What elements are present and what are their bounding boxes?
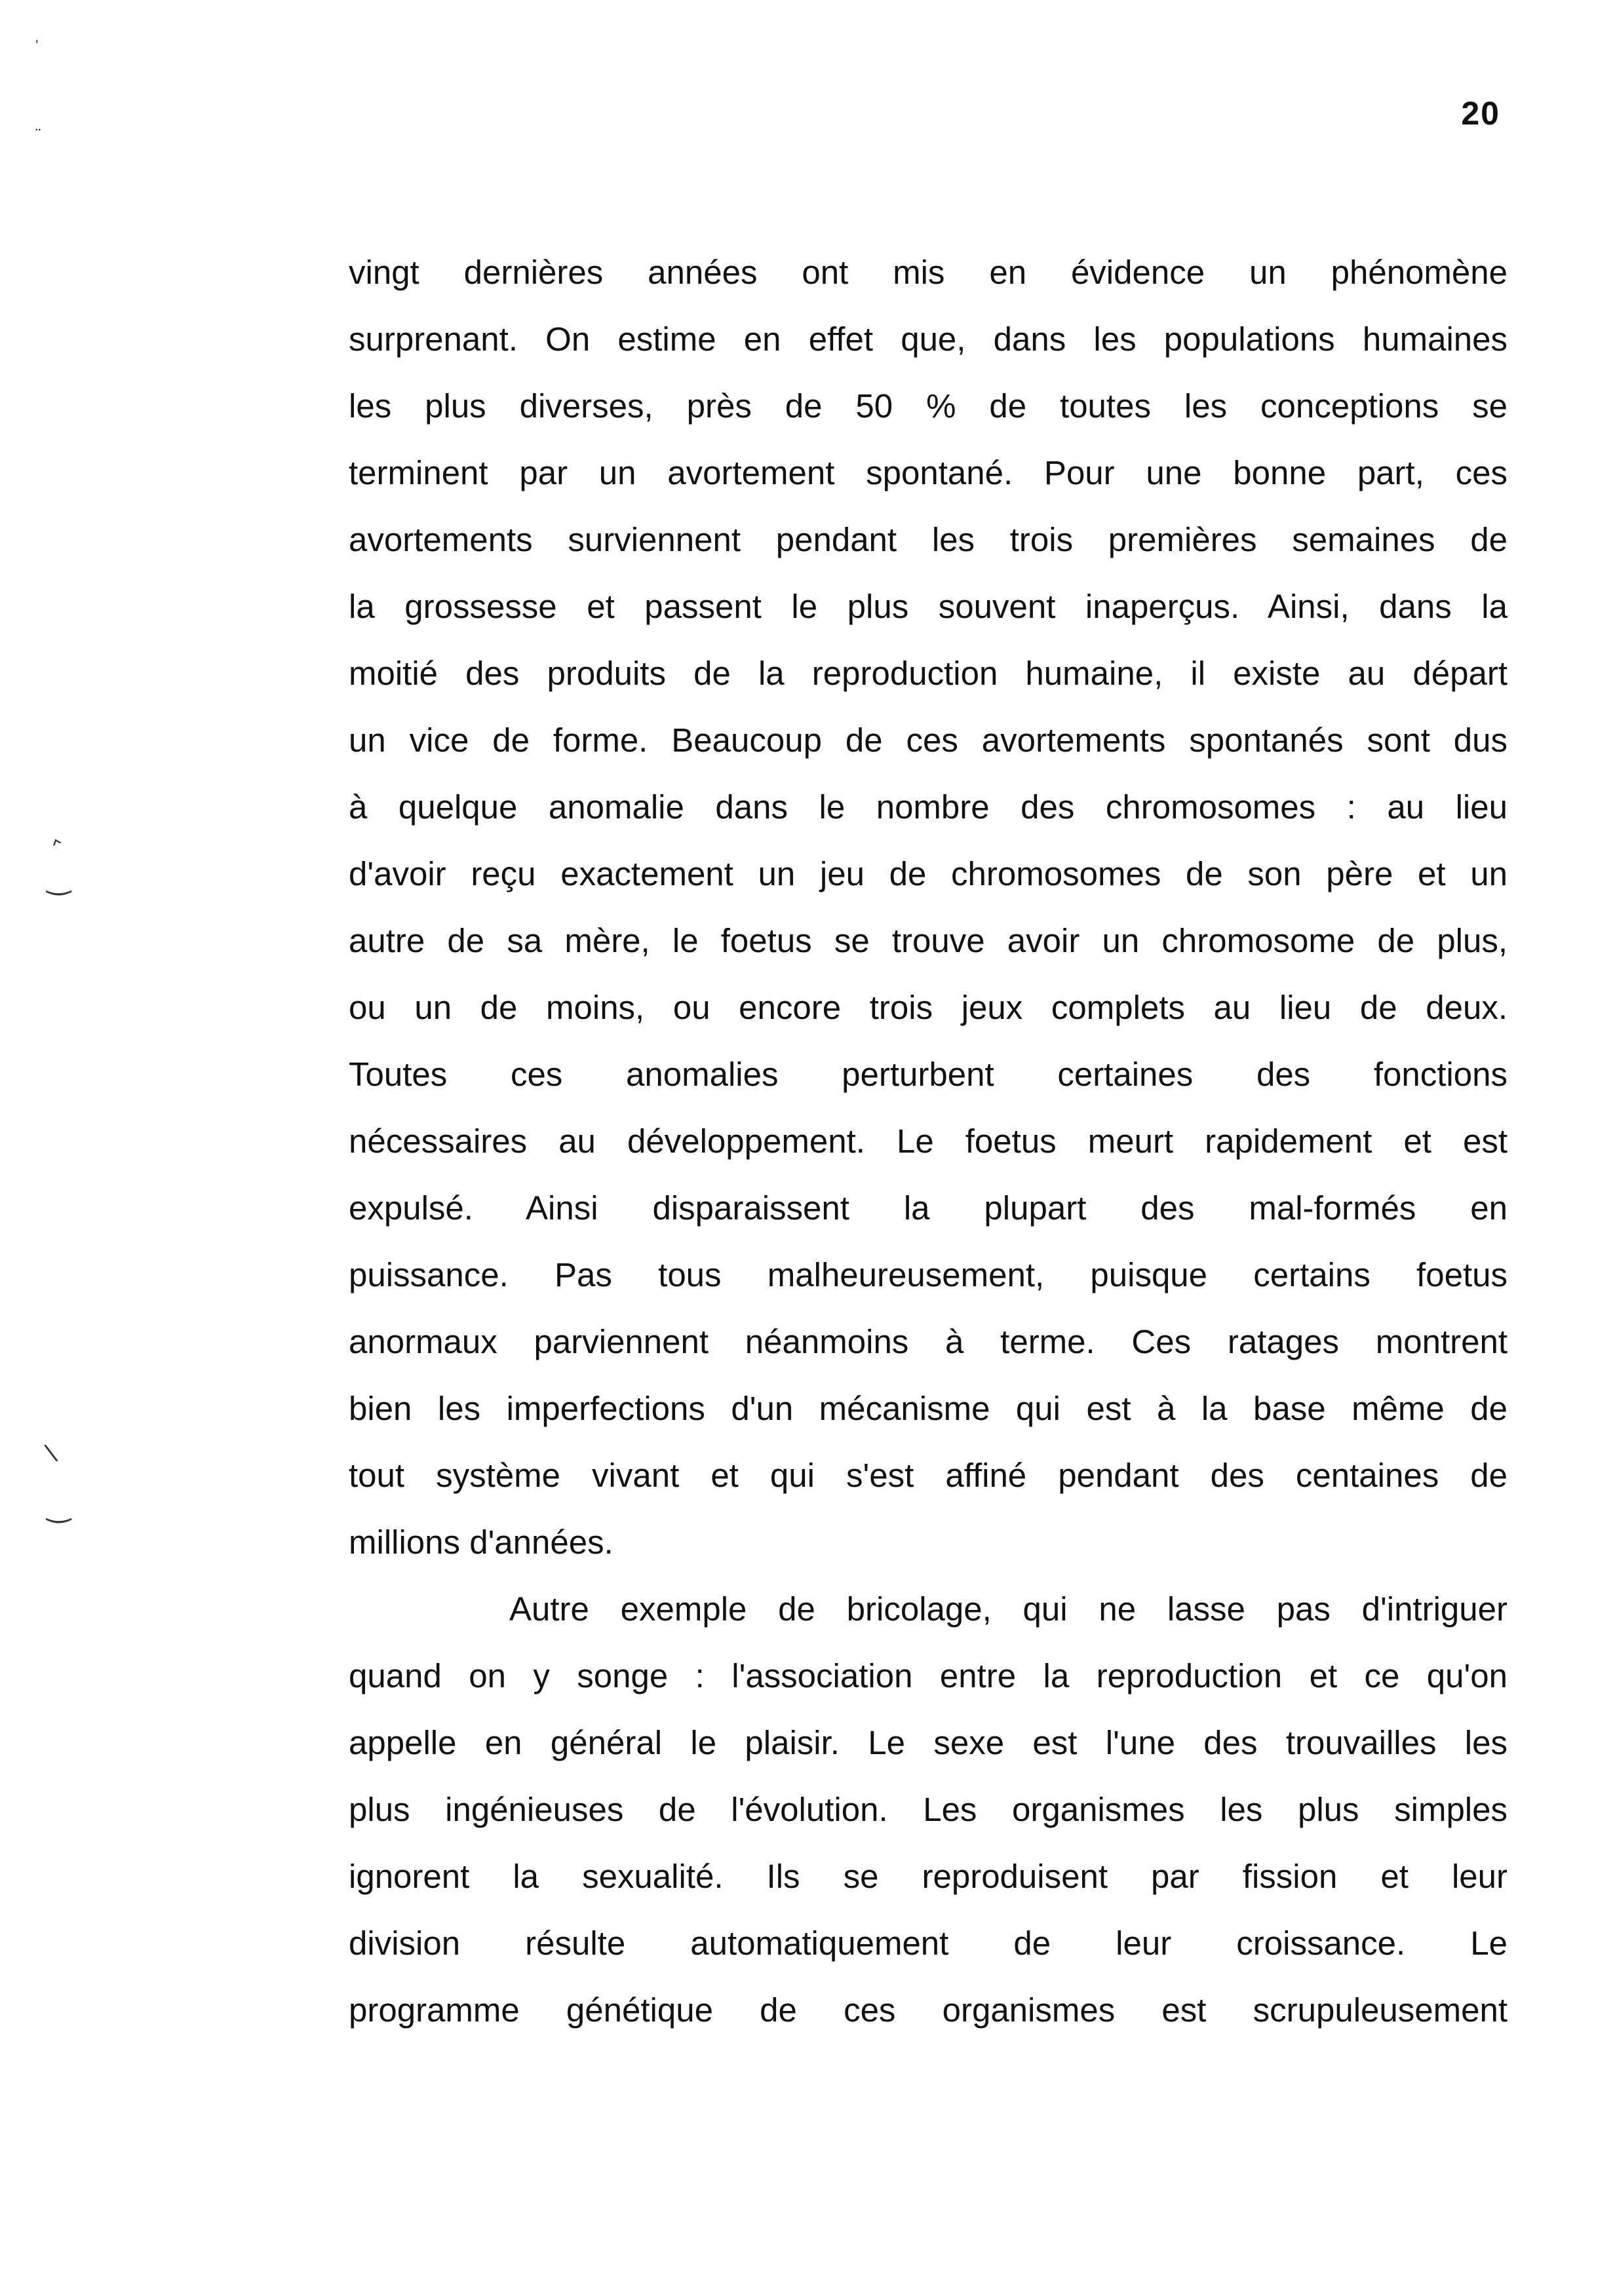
text-line: terminent par un avortement spontané. Pour une bonne part, ces	[349, 454, 1508, 491]
text-line: les plus diverses, près de 50 % de toutes les conceptions se	[349, 387, 1508, 425]
text-line: autre de sa mère, le foetus se trouve avoir un chromosome de plus,	[349, 922, 1508, 959]
paragraph-first-line: Autre exemple de bricolage, qui ne lasse pas d'intriguer	[509, 1590, 1508, 1628]
text-line: ignorent la sexualité. Ils se reproduisent par fission et leur	[349, 1858, 1508, 1895]
text-line: expulsé. Ainsi disparaissent la plupart des mal-formés en	[349, 1189, 1508, 1227]
text-line: tout système vivant et qui s'est affiné pendant des centaines de	[349, 1457, 1508, 1494]
text-line: surprenant. On estime en effet que, dans les populations humaines	[349, 320, 1508, 358]
text-line: nécessaires au développement. Le foetus meurt rapidement et est	[349, 1122, 1508, 1160]
text-line: Toutes ces anomalies perturbent certaines des fonctions	[349, 1056, 1508, 1093]
text-line: ou un de moins, ou encore trois jeux complets au lieu de deux.	[349, 989, 1508, 1026]
text-line: anormaux parviennent néanmoins à terme. Ces ratages montrent	[349, 1323, 1508, 1360]
text-line: un vice de forme. Beaucoup de ces avortements spontanés sont dus	[349, 721, 1508, 759]
paragraph-end-line: millions d'années.	[349, 1523, 613, 1561]
text-line: moitié des produits de la reproduction humaine, il existe au départ	[349, 655, 1508, 692]
margin-mark: \	[43, 1439, 60, 1467]
margin-mark: ′	[33, 37, 47, 56]
text-line: bien les imperfections d'un mécanisme qui est à la base même de	[349, 1390, 1508, 1427]
text-line: quand on y songe : l'association entre la reproduction et ce qu'on	[349, 1657, 1508, 1694]
margin-mark: ¨	[34, 126, 42, 145]
text-line: programme génétique de ces organismes est scrupuleusement	[349, 1991, 1508, 2029]
text-line: plus ingénieuses de l'évolution. Les organismes les plus simples	[349, 1791, 1508, 1828]
text-line: la grossesse et passent le plus souvent inaperçus. Ainsi, dans la	[349, 588, 1508, 625]
text-line: à quelque anomalie dans le nombre des chromosomes : au lieu	[349, 788, 1508, 826]
body-text	[349, 239, 1508, 2044]
text-line: vingt dernières années ont mis en évidence un phénomène	[349, 254, 1508, 291]
text-line: avortements surviennent pendant les trois premières semaines de	[349, 521, 1508, 558]
text-line: puissance. Pas tous malheureusement, puisque certains foetus	[349, 1256, 1508, 1293]
page-number: 20	[1461, 95, 1500, 132]
text-line: division résulte automatiquement de leur croissance. Le	[349, 1924, 1508, 1962]
text-line: d'avoir reçu exactement un jeu de chromosomes de son père et un	[349, 855, 1508, 892]
margin-mark: ‿	[47, 1490, 71, 1523]
text-line: appelle en général le plaisir. Le sexe est l'une des trouvailles les	[349, 1724, 1508, 1761]
margin-mark: ‿	[47, 862, 71, 896]
margin-mark: ‸	[41, 813, 62, 846]
